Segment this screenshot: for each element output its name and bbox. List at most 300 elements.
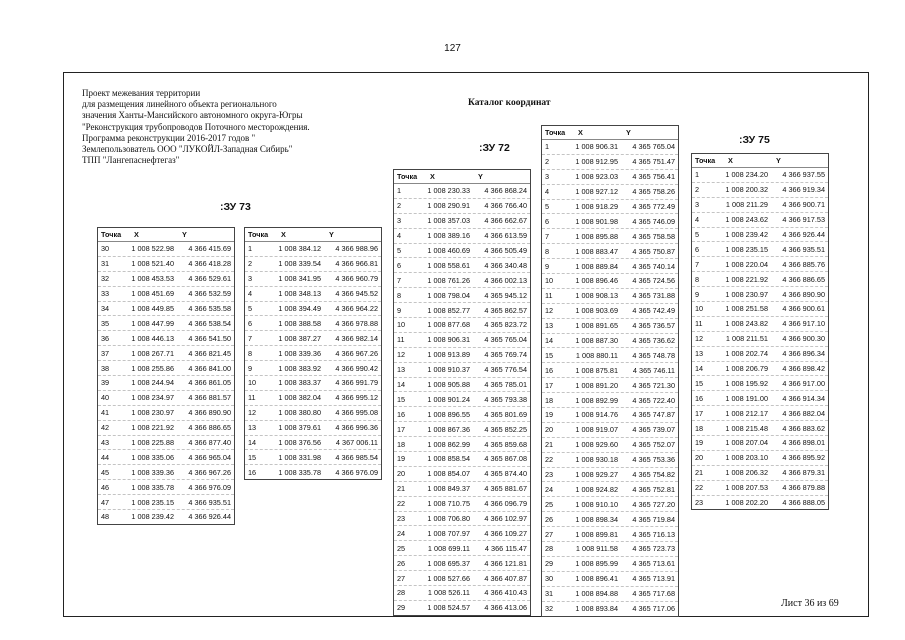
x-coordinate: 1 008 239.42	[725, 230, 768, 239]
point-number: 24	[397, 528, 406, 538]
x-coordinate: 1 008 919.07	[575, 425, 618, 435]
point-number: 3	[545, 172, 550, 182]
y-coordinate: 4 366 919.34	[782, 185, 825, 195]
table-row	[542, 408, 678, 423]
table-row	[245, 421, 381, 436]
y-coordinate: 4 365 765.04	[632, 142, 675, 152]
table-row	[542, 527, 678, 542]
x-coordinate: 1 008 849.37	[427, 484, 470, 494]
x-coordinate: 1 008 896.46	[575, 276, 618, 286]
x-coordinate: 1 008 230.97	[131, 408, 174, 418]
x-coordinate: 1 008 380.80	[278, 408, 321, 418]
table-row	[542, 602, 678, 616]
x-coordinate: 1 008 348.13	[278, 289, 321, 299]
table-row	[542, 438, 678, 453]
point-number: 25	[545, 499, 554, 509]
table-row	[394, 244, 530, 259]
point-number: 2	[397, 201, 402, 211]
x-coordinate: 1 008 896.55	[427, 409, 470, 419]
y-coordinate: 4 366 766.40	[484, 201, 527, 211]
table-header-row	[394, 170, 530, 184]
x-coordinate: 1 008 899.81	[575, 529, 618, 539]
y-coordinate: 4 365 742.49	[632, 306, 675, 316]
column-header-point: Точка	[695, 156, 716, 165]
x-coordinate: 1 008 854.07	[427, 469, 470, 479]
table-row	[245, 316, 381, 331]
table-row	[245, 287, 381, 302]
table-row	[542, 572, 678, 587]
table-row	[692, 347, 828, 362]
x-coordinate: 1 008 339.54	[278, 259, 321, 269]
table-row	[394, 392, 530, 407]
table-row	[394, 229, 530, 244]
x-coordinate: 1 008 206.32	[725, 468, 768, 478]
y-coordinate: 4 365 713.61	[632, 559, 675, 569]
y-coordinate: 4 366 883.62	[782, 423, 825, 433]
table-row	[692, 213, 828, 228]
y-coordinate: 4 366 914.34	[782, 393, 825, 403]
table-row	[394, 422, 530, 437]
point-number: 2	[545, 157, 550, 167]
y-coordinate: 4 365 723.73	[632, 544, 675, 554]
table-row	[394, 363, 530, 378]
x-coordinate: 1 008 699.11	[427, 543, 470, 553]
y-coordinate: 4 366 102.97	[484, 514, 527, 524]
x-coordinate: 1 008 215.48	[725, 423, 768, 433]
x-coordinate: 1 008 453.53	[131, 274, 174, 284]
table-row	[542, 229, 678, 244]
table-row	[542, 378, 678, 393]
table-row	[542, 140, 678, 155]
y-coordinate: 4 365 748.78	[632, 350, 675, 360]
x-coordinate: 1 008 761.26	[427, 275, 470, 285]
header-line: Землепользователь ООО "ЛУКОЙЛ-Западная Сибирь"	[82, 144, 293, 155]
point-number: 12	[545, 306, 554, 316]
table-row	[542, 289, 678, 304]
y-coordinate: 4 365 776.54	[484, 365, 527, 375]
table-row	[542, 334, 678, 349]
column-header-point: Точка	[101, 230, 122, 239]
x-coordinate: 1 008 905.88	[427, 380, 470, 390]
point-number: 10	[248, 378, 257, 388]
point-number: 4	[397, 231, 402, 241]
point-number: 18	[397, 439, 406, 449]
point-number: 34	[101, 304, 110, 313]
table-row	[98, 287, 234, 302]
x-coordinate: 1 008 929.27	[575, 470, 618, 480]
table-row	[542, 214, 678, 229]
point-number: 16	[248, 467, 257, 477]
table-row	[542, 304, 678, 319]
table-row	[692, 228, 828, 243]
x-coordinate: 1 008 243.62	[725, 215, 768, 225]
y-coordinate: 4 366 935.51	[188, 497, 231, 507]
table-row	[692, 257, 828, 272]
y-coordinate: 4 365 740.14	[632, 261, 675, 271]
point-number: 44	[101, 452, 110, 462]
y-coordinate: 4 366 890.90	[188, 408, 231, 418]
table-row	[245, 361, 381, 376]
table-row	[542, 259, 678, 274]
column-header-point: Точка	[248, 230, 269, 239]
point-number: 7	[397, 275, 402, 285]
y-coordinate: 4 365 881.67	[484, 484, 527, 494]
x-coordinate: 1 008 911.58	[575, 544, 618, 554]
point-number: 27	[545, 529, 554, 539]
y-coordinate: 4 366 895.92	[782, 453, 825, 463]
y-coordinate: 4 365 736.62	[632, 336, 675, 346]
x-coordinate: 1 008 331.98	[278, 452, 321, 462]
x-coordinate: 1 008 930.18	[575, 455, 618, 465]
point-number: 11	[397, 335, 405, 345]
point-number: 4	[545, 187, 550, 197]
x-coordinate: 1 008 267.71	[131, 348, 174, 358]
y-coordinate: 4 366 096.79	[484, 499, 527, 509]
point-number: 7	[695, 259, 700, 269]
x-coordinate: 1 008 339.36	[278, 348, 321, 358]
x-coordinate: 1 008 230.97	[725, 289, 768, 299]
y-coordinate: 4 366 900.71	[782, 200, 825, 210]
x-coordinate: 1 008 910.37	[427, 365, 470, 375]
table-row	[692, 287, 828, 302]
y-coordinate: 4 366 982.14	[335, 333, 378, 343]
x-coordinate: 1 008 335.78	[131, 482, 174, 492]
x-coordinate: 1 008 862.99	[427, 439, 470, 449]
point-number: 10	[695, 304, 704, 314]
point-number: 29	[397, 603, 406, 613]
point-number: 46	[101, 482, 110, 492]
y-coordinate: 4 366 966.81	[335, 259, 378, 269]
zu73-table-right	[244, 227, 382, 480]
table-row	[692, 272, 828, 287]
x-coordinate: 1 008 239.42	[131, 512, 174, 522]
column-header-x: X	[728, 156, 733, 165]
y-coordinate: 4 365 746.11	[632, 365, 675, 375]
table-row	[692, 168, 828, 183]
table-row	[394, 258, 530, 273]
y-coordinate: 4 366 861.05	[188, 378, 231, 388]
x-coordinate: 1 008 695.37	[427, 558, 470, 568]
y-coordinate: 4 365 862.57	[484, 305, 527, 315]
point-number: 6	[545, 216, 550, 226]
point-number: 23	[545, 470, 554, 480]
column-header-y: Y	[182, 230, 187, 239]
point-number: 11	[248, 393, 256, 403]
table-row	[542, 155, 678, 170]
table-row	[245, 302, 381, 317]
x-coordinate: 1 008 383.37	[278, 378, 321, 388]
point-number: 5	[545, 202, 550, 211]
y-coordinate: 4 365 750.87	[632, 246, 675, 256]
x-coordinate: 1 008 901.24	[427, 394, 470, 404]
point-number: 22	[545, 455, 554, 465]
table-row	[394, 452, 530, 467]
point-number: 1	[545, 142, 550, 152]
table-row	[98, 510, 234, 524]
x-coordinate: 1 008 875.81	[575, 365, 618, 375]
y-coordinate: 4 366 945.52	[335, 289, 378, 299]
table-row	[394, 571, 530, 586]
x-coordinate: 1 008 877.68	[427, 320, 470, 330]
x-coordinate: 1 008 895.99	[575, 559, 618, 569]
point-number: 9	[545, 261, 550, 271]
y-coordinate: 4 366 886.65	[188, 423, 231, 433]
table-row	[245, 436, 381, 451]
y-coordinate: 4 366 121.81	[484, 558, 527, 568]
x-coordinate: 1 008 235.15	[725, 244, 768, 254]
table-row	[542, 587, 678, 602]
x-coordinate: 1 008 357.03	[427, 216, 470, 226]
table-row	[394, 586, 530, 601]
table-row	[692, 466, 828, 481]
y-coordinate: 4 366 900.61	[782, 304, 825, 314]
table-row	[394, 512, 530, 527]
point-number: 17	[695, 408, 704, 418]
table-row	[394, 556, 530, 571]
header-line: ТПП "Лангепаснефтегаз"	[82, 155, 180, 166]
table-row	[245, 391, 381, 406]
table-row	[394, 407, 530, 422]
table-row	[692, 198, 828, 213]
point-number: 32	[101, 274, 110, 284]
y-coordinate: 4 365 719.84	[632, 514, 675, 524]
table-row	[542, 423, 678, 438]
x-coordinate: 1 008 895.88	[575, 231, 618, 241]
point-number: 42	[101, 423, 110, 433]
x-coordinate: 1 008 202.74	[725, 349, 768, 359]
y-coordinate: 4 365 752.81	[632, 484, 675, 494]
x-coordinate: 1 008 449.85	[131, 304, 174, 313]
y-coordinate: 4 366 885.76	[782, 259, 825, 269]
point-number: 20	[695, 453, 704, 463]
point-number: 28	[545, 544, 554, 554]
point-number: 15	[695, 378, 704, 388]
y-coordinate: 4 365 756.41	[632, 172, 675, 182]
table-row	[692, 406, 828, 421]
header-line: для размещения линейного объекта регионального	[82, 99, 277, 110]
y-coordinate: 4 366 535.58	[188, 304, 231, 313]
y-coordinate: 4 365 746.09	[632, 216, 675, 226]
x-coordinate: 1 008 889.84	[575, 261, 618, 271]
column-header-y: Y	[478, 172, 483, 181]
y-coordinate: 4 366 613.59	[484, 231, 527, 241]
table-header-row	[542, 126, 678, 140]
table-row	[692, 242, 828, 257]
x-coordinate: 1 008 221.92	[131, 423, 174, 433]
y-coordinate: 4 366 976.09	[188, 482, 231, 492]
y-coordinate: 4 365 852.25	[484, 424, 527, 434]
y-coordinate: 4 366 505.49	[484, 246, 527, 255]
zu75-title: :ЗУ 75	[739, 134, 770, 146]
x-coordinate: 1 008 526.11	[427, 588, 470, 598]
table-row	[394, 482, 530, 497]
table-row	[245, 465, 381, 479]
y-coordinate: 4 366 917.53	[782, 215, 825, 225]
x-coordinate: 1 008 230.33	[427, 186, 470, 196]
zu73-table-left	[97, 227, 235, 525]
x-coordinate: 1 008 255.86	[131, 363, 174, 373]
x-coordinate: 1 008 202.20	[725, 498, 768, 508]
point-number: 29	[545, 559, 554, 569]
y-coordinate: 4 366 964.22	[335, 304, 378, 313]
y-coordinate: 4 366 109.27	[484, 528, 527, 538]
y-coordinate: 4 365 765.04	[484, 335, 527, 345]
table-row	[98, 302, 234, 317]
column-header-point: Точка	[397, 172, 418, 181]
table-row	[98, 346, 234, 361]
x-coordinate: 1 008 918.29	[575, 202, 618, 211]
y-coordinate: 4 365 717.06	[632, 604, 675, 614]
point-number: 13	[397, 365, 406, 375]
table-row	[542, 468, 678, 483]
table-row	[245, 346, 381, 361]
point-number: 15	[248, 452, 257, 462]
point-number: 25	[397, 543, 406, 553]
table-row	[692, 436, 828, 451]
table-row	[98, 242, 234, 257]
y-coordinate: 4 365 724.56	[632, 276, 675, 286]
point-number: 18	[545, 395, 554, 405]
x-coordinate: 1 008 924.82	[575, 484, 618, 494]
column-header-x: X	[281, 230, 286, 239]
y-coordinate: 4 366 877.40	[188, 438, 231, 448]
point-number: 4	[695, 215, 700, 225]
y-coordinate: 4 366 965.04	[188, 452, 231, 462]
table-row	[394, 437, 530, 452]
table-row	[542, 393, 678, 408]
y-coordinate: 4 366 002.13	[484, 275, 527, 285]
point-number: 31	[545, 589, 554, 599]
y-coordinate: 4 366 888.05	[782, 498, 825, 508]
x-coordinate: 1 008 379.61	[278, 423, 321, 433]
y-coordinate: 4 365 758.58	[632, 231, 675, 241]
x-coordinate: 1 008 887.30	[575, 336, 618, 346]
y-coordinate: 4 365 769.74	[484, 350, 527, 360]
table-row	[245, 257, 381, 272]
x-coordinate: 1 008 235.15	[131, 497, 174, 507]
point-number: 8	[545, 246, 550, 256]
point-number: 18	[695, 423, 704, 433]
y-coordinate: 4 365 793.38	[484, 394, 527, 404]
x-coordinate: 1 008 906.31	[427, 335, 470, 345]
point-number: 2	[248, 259, 253, 269]
table-row	[98, 495, 234, 510]
point-number: 6	[695, 244, 700, 254]
y-coordinate: 4 366 841.00	[188, 363, 231, 373]
y-coordinate: 4 366 882.04	[782, 408, 825, 418]
x-coordinate: 1 008 244.94	[131, 378, 174, 388]
y-coordinate: 4 366 418.28	[188, 259, 231, 269]
x-coordinate: 1 008 706.80	[427, 514, 470, 524]
x-coordinate: 1 008 195.92	[725, 378, 768, 388]
table-row	[394, 541, 530, 556]
y-coordinate: 4 366 898.42	[782, 364, 825, 374]
point-number: 20	[545, 425, 554, 435]
y-coordinate: 4 366 879.31	[782, 468, 825, 478]
table-row	[394, 333, 530, 348]
y-coordinate: 4 366 407.87	[484, 573, 527, 583]
x-coordinate: 1 008 521.40	[131, 259, 174, 269]
table-header-row	[245, 228, 381, 242]
point-number: 16	[545, 365, 554, 375]
point-number: 14	[545, 336, 554, 346]
y-coordinate: 4 366 995.08	[335, 408, 378, 418]
table-header-row	[692, 154, 828, 168]
point-number: 6	[248, 318, 253, 328]
point-number: 31	[101, 259, 110, 269]
x-coordinate: 1 008 913.89	[427, 350, 470, 360]
y-coordinate: 4 365 785.01	[484, 380, 527, 390]
point-number: 5	[397, 246, 402, 255]
point-number: 13	[545, 321, 554, 331]
x-coordinate: 1 008 914.76	[575, 410, 618, 420]
table-row	[542, 170, 678, 185]
x-coordinate: 1 008 896.41	[575, 574, 618, 584]
y-coordinate: 4 365 753.36	[632, 455, 675, 465]
y-coordinate: 4 366 115.47	[484, 543, 527, 553]
point-number: 23	[695, 498, 704, 508]
x-coordinate: 1 008 460.69	[427, 246, 470, 255]
point-number: 9	[397, 305, 402, 315]
point-number: 15	[397, 394, 406, 404]
table-row	[394, 526, 530, 541]
y-coordinate: 4 366 532.59	[188, 289, 231, 299]
table-row	[98, 316, 234, 331]
point-number: 8	[695, 274, 700, 284]
y-coordinate: 4 366 896.34	[782, 349, 825, 359]
table-row	[98, 361, 234, 376]
header-line: Программа реконструкции 2016-2017 годов "	[82, 132, 256, 143]
y-coordinate: 4 366 917.10	[782, 319, 825, 329]
table-row	[542, 453, 678, 468]
point-number: 13	[695, 349, 704, 359]
y-coordinate: 4 365 713.91	[632, 574, 675, 584]
point-number: 47	[101, 497, 110, 507]
x-coordinate: 1 008 912.95	[575, 157, 618, 167]
x-coordinate: 1 008 394.49	[278, 304, 321, 313]
zu73-title: :ЗУ 73	[220, 201, 251, 213]
x-coordinate: 1 008 798.04	[427, 290, 470, 300]
point-number: 35	[101, 318, 110, 328]
table-row	[98, 436, 234, 451]
zu72-table-right	[541, 125, 679, 617]
table-row	[542, 348, 678, 363]
y-coordinate: 4 365 721.30	[632, 380, 675, 390]
point-number: 8	[397, 290, 402, 300]
y-coordinate: 4 365 874.40	[484, 469, 527, 479]
table-row	[394, 273, 530, 288]
header-line: "Реконструкция трубопроводов Поточного месторождения.	[82, 121, 310, 132]
point-number: 6	[397, 260, 402, 270]
point-number: 23	[397, 514, 406, 524]
point-number: 26	[397, 558, 406, 568]
point-number: 37	[101, 348, 110, 358]
y-coordinate: 4 366 821.45	[188, 348, 231, 358]
x-coordinate: 1 008 892.99	[575, 395, 618, 405]
x-coordinate: 1 008 908.13	[575, 291, 618, 301]
point-number: 19	[397, 454, 406, 464]
y-coordinate: 4 365 754.82	[632, 470, 675, 480]
table-row	[245, 376, 381, 391]
x-coordinate: 1 008 234.97	[131, 393, 174, 403]
zu72-title: :ЗУ 72	[479, 142, 510, 154]
table-row	[542, 363, 678, 378]
point-number: 15	[545, 350, 554, 360]
y-coordinate: 4 366 937.55	[782, 170, 825, 180]
table-row	[542, 497, 678, 512]
x-coordinate: 1 008 891.20	[575, 380, 618, 390]
x-coordinate: 1 008 206.79	[725, 364, 768, 374]
